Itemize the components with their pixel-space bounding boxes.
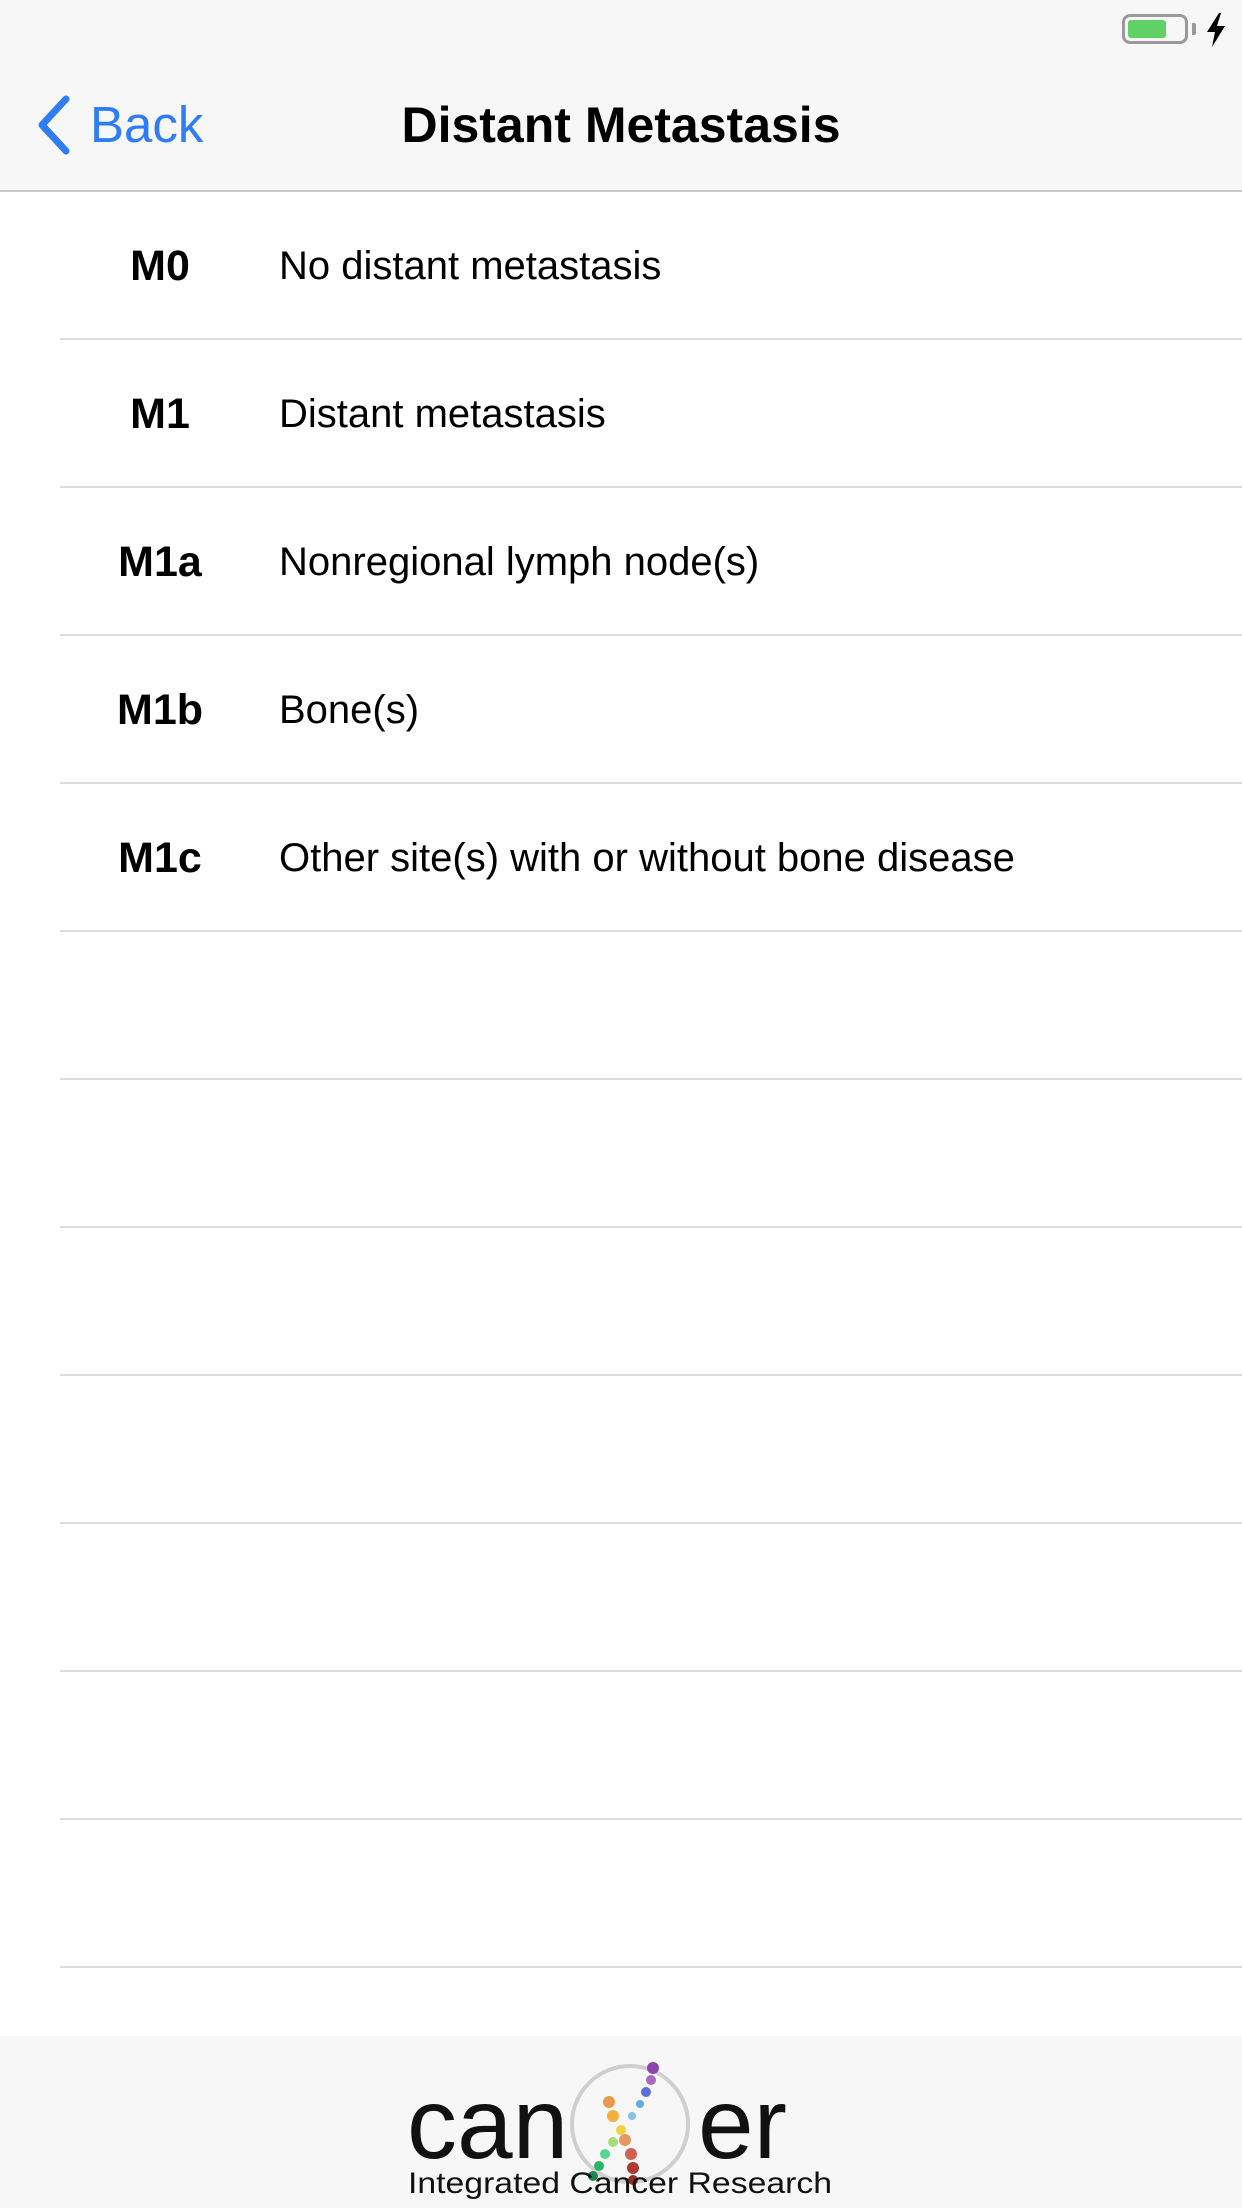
back-label: Back [90, 96, 204, 153]
logo-text-right: er [698, 2068, 787, 2180]
stage-description: No distant metastasis [279, 244, 662, 288]
stage-code: M1c [118, 834, 202, 882]
battery-level [1128, 20, 1166, 38]
stage-code: M1b [117, 686, 203, 734]
empty-row [0, 1672, 1242, 1820]
empty-row [0, 1376, 1242, 1524]
stage-code: M1 [130, 390, 190, 438]
empty-row [0, 932, 1242, 1080]
list-item[interactable] [0, 636, 1242, 784]
stage-description: Distant metastasis [279, 392, 606, 436]
back-button[interactable] [34, 92, 203, 158]
stage-code: M0 [130, 242, 190, 290]
stage-description: Other site(s) with or without bone disease [279, 836, 1015, 880]
stage-description: Nonregional lymph node(s) [279, 540, 760, 584]
list-item[interactable] [0, 192, 1242, 340]
page-title: Distant Metastasis [401, 97, 841, 153]
status-bar [0, 0, 1242, 60]
empty-row [0, 1524, 1242, 1672]
battery-tip [1192, 23, 1196, 35]
charging-bolt-icon [1204, 12, 1228, 48]
empty-row [0, 1228, 1242, 1376]
metastasis-list [0, 192, 1242, 1968]
navigation-bar [0, 60, 1242, 192]
stage-code: M1a [118, 538, 202, 586]
logo-tagline: Integrated Cancer Research [408, 2167, 832, 2200]
canxer-logo [405, 2050, 837, 2200]
chevron-left-icon [34, 93, 74, 157]
stage-description: Bone(s) [279, 688, 420, 732]
empty-row [0, 1820, 1242, 1968]
empty-row [0, 1080, 1242, 1228]
list-item[interactable] [0, 488, 1242, 636]
list-item[interactable] [0, 340, 1242, 488]
footer [0, 2036, 1242, 2208]
battery-icon [1122, 14, 1188, 44]
list-item[interactable] [0, 784, 1242, 932]
logo-text-left: can [407, 2068, 569, 2180]
